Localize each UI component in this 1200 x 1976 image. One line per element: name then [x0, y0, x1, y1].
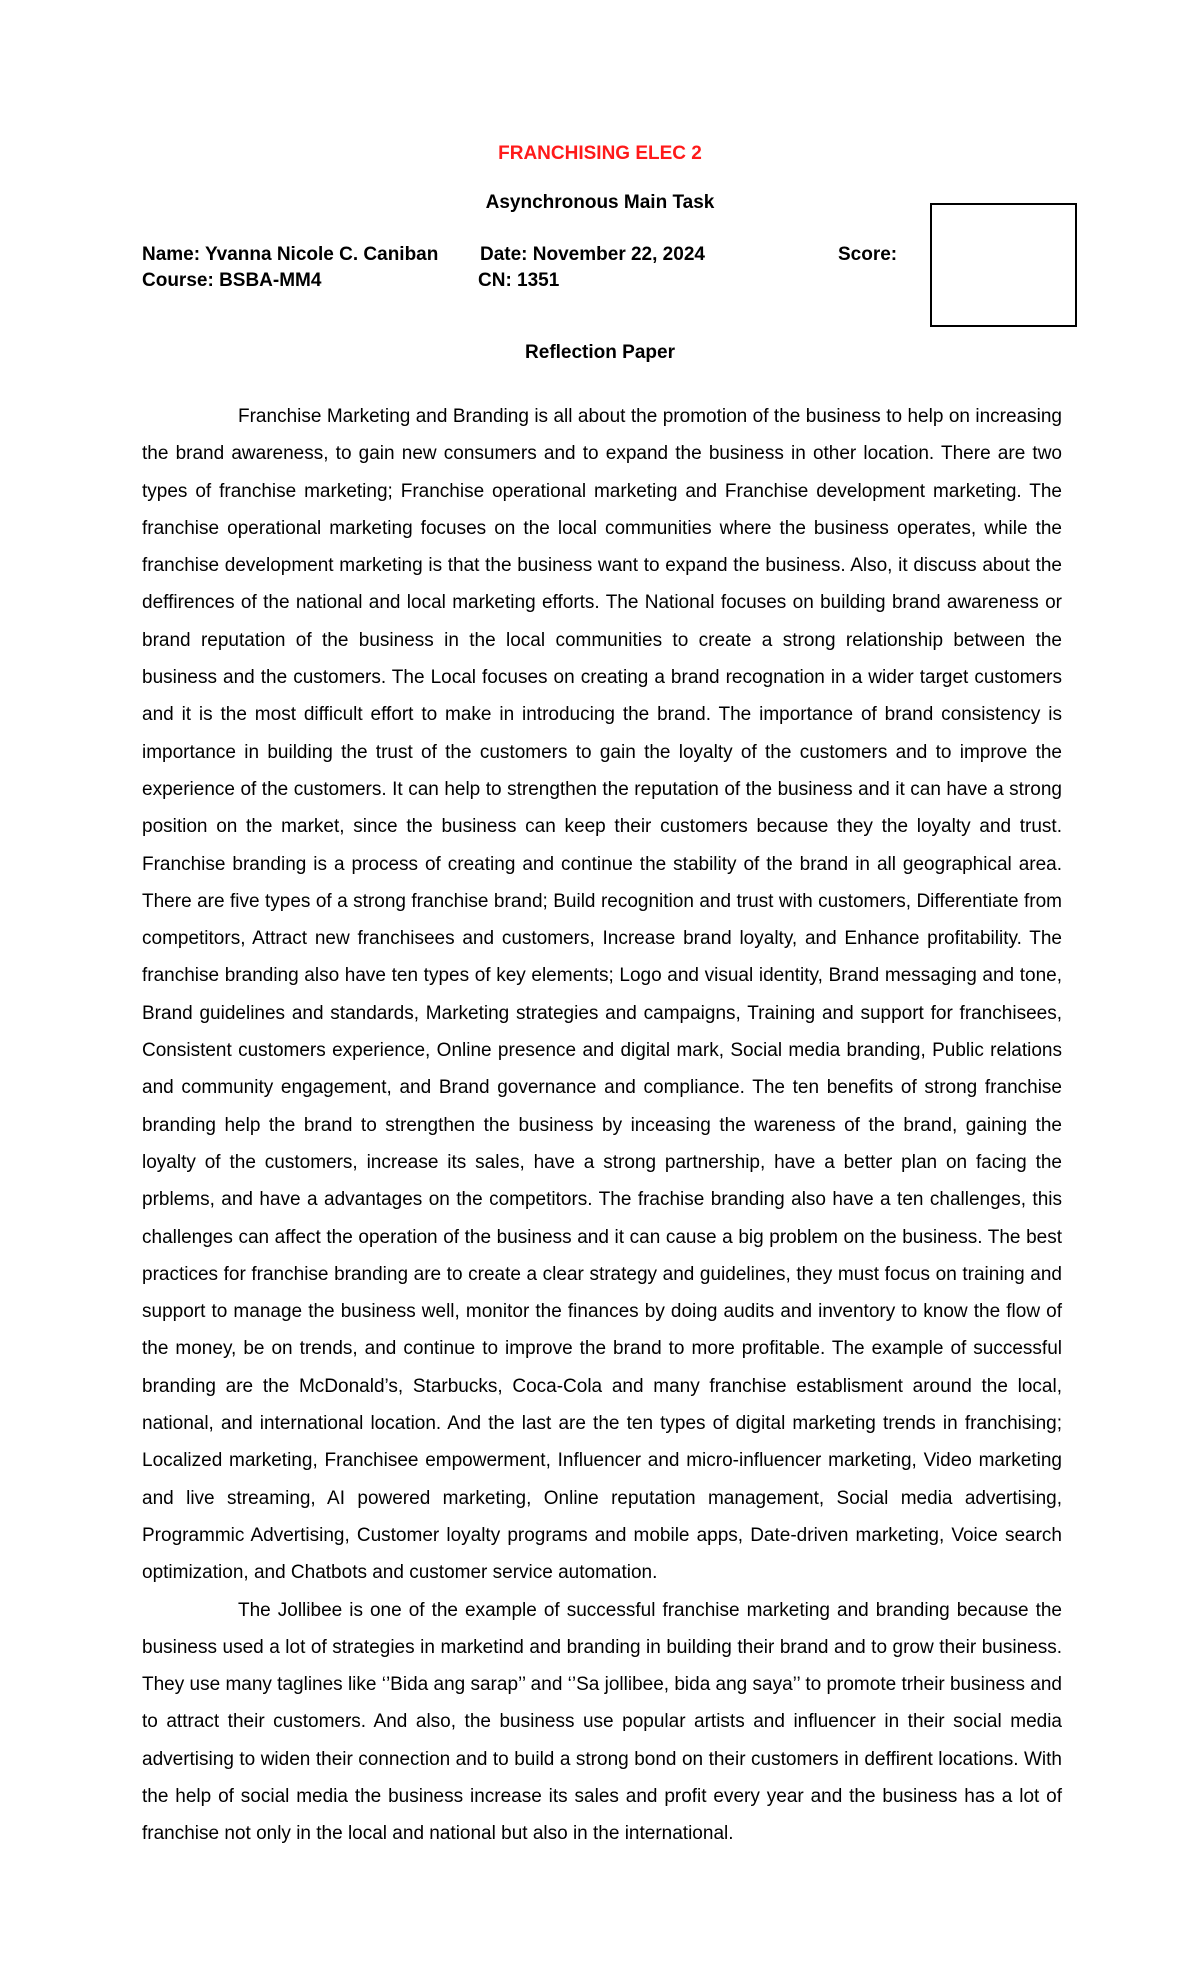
task-title: Asynchronous Main Task — [485, 192, 715, 213]
score-box — [930, 203, 1077, 327]
student-name: Name: Yvanna Nicole C. Caniban — [142, 244, 439, 265]
paper-body — [142, 398, 1062, 1853]
course-title: FRANCHISING ELEC 2 — [498, 143, 702, 164]
paper-title: Reflection Paper — [525, 342, 675, 363]
class-number: CN: 1351 — [478, 270, 560, 291]
student-course: Course: BSBA-MM4 — [142, 270, 322, 291]
paragraph-2: The Jollibee is one of the example of successful franchise marketing and branding because the business used a lot of strategies in marketind and branding in building their brand and to grow their business. They use many taglines like ‘’Bida ang sarap’’ and ‘’Sa jollibee, bida ang saya’’ to promote trheir business and to attract their customers. And also, the business use popular artists and influencer in their social media advertising to widen their connection and to build a strong bond on their customers in deffirent locations. With the help of social media the business increase its sales and profit every year and the business has a lot of franchise not only in the local and national but also in the international. — [142, 1599, 1062, 1845]
score-label: Score: — [838, 244, 898, 265]
submission-date: Date: November 22, 2024 — [480, 244, 705, 265]
paragraph-1: Franchise Marketing and Branding is all about the promotion of the business to help on increasing the brand awareness, to gain new consumers and to expand the business in other location. There are two types of franchise marketing; Franchise operational marketing and Franchise development marketing. The franchise operational marketing focuses on the local communities where the business operates, while the franchise development marketing is that the business want to expand the business. Also, it discuss about the deffirences of the national and local marketing efforts. The National focuses on building brand awareness or brand reputation of the business in the local communities to create a strong relationship between the business and the customers. The Local focuses on creating a brand recognation in a wider target customers and it is the most difficult effort to make in introducing the brand. The importance of brand consistency is importance in building the trust of the customers to gain the loyalty of the customers and to improve the experience of the customers. It can help to strengthen the reputation of the business and it can have a strong position on the market, since the business can keep their customers because they the loyalty and trust. Franchise branding is a process of creating and continue the stability of the brand in all geographical area. There are five types of a strong franchise brand; Build recognition and trust with customers, Differentiate from competitors, Attract new franchisees and customers, Increase brand loyalty, and Enhance profitability. The franchise branding also have ten types of key elements; Logo and visual identity, Brand messaging and tone, Brand guidelines and standards, Marketing strategies and campaigns, Training and support for franchisees, Consistent customers experience, Online presence and digital mark, Social media branding, Public relations and community engagement, and Brand governance and compliance. The ten benefits of strong franchise branding help the brand to strengthen the business by inceasing the wareness of the brand, gaining the loyalty of the customers, increase its sales, have a strong partnership, have a better plan on facing the prblems, and have a advantages on the competitors. The frachise branding also have a ten challenges, this challenges can affect the operation of the business and it can cause a big problem on the business. The best practices for franchise branding are to create a clear strategy and guidelines, they must focus on training and support to manage the business well, monitor the finances by doing audits and inventory to know the flow of the money, be on trends, and continue to improve the brand to more profitable. The example of successful branding are the McDonald’s, Starbucks, Coca-Cola and many franchise establisment around the local, national, and international location. And the last are the ten types of digital marketing trends in franchising; Localized marketing, Franchisee empowerment, Influencer and micro-influencer marketing, Video marketing and live streaming, AI powered marketing, Online reputation management, Social media advertising, Programmic Advertising, Customer loyalty programs and mobile apps, Date-driven marketing, Voice search optimization, and Chatbots and customer service automation. — [142, 406, 1062, 1584]
